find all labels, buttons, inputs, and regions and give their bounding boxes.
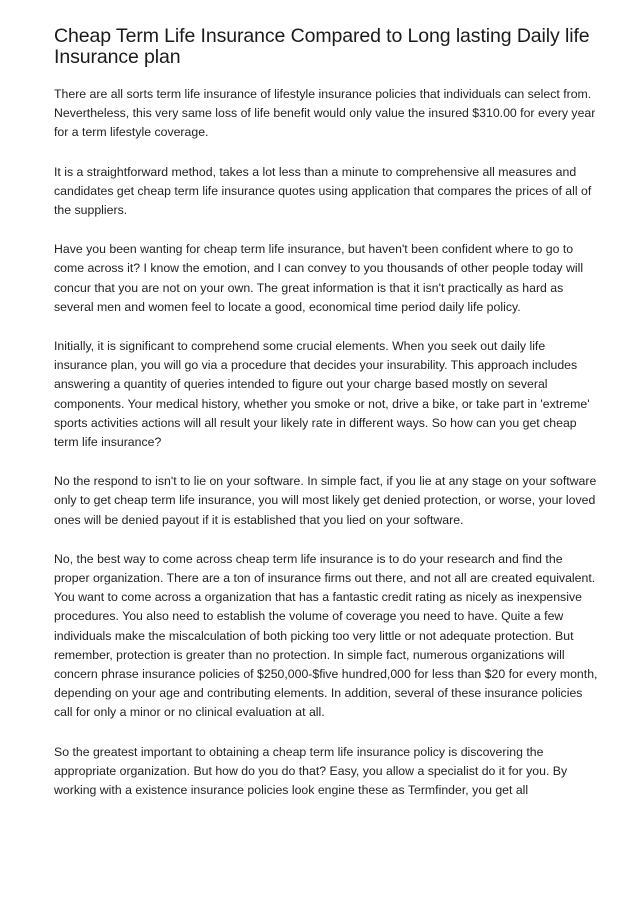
paragraph-3: Have you been wanting for cheap term life insurance, but haven't been confident where to go to come across it? I know the emotion, and I can convey to you thousands of other people today will concur that you are not on your own. The great information is that it isn't practically as hard as several men and women feel to locate a good, economical time period daily life policy. — [54, 242, 584, 314]
paragraph-5: No the respond to isn't to lie on your software. In simple fact, if you lie at any stage on your software only to get cheap term life insurance, you will most likely get denied protection, or worse, your loved ones will be denied payout if it is established that you lied on your software. — [54, 474, 597, 527]
paragraph-7: So the greatest important to obtaining a cheap term life insurance policy is discovering the appropriate organization. But how do you do that? Easy, you allow a specialist do it for you. By working with a existence insurance policies look engine these as Termfinder, you get all — [54, 744, 568, 798]
paragraph-2: It is a straightforward method, takes a lot less than a minute to comprehensive all measures and candidates get cheap term life insurance quotes using application that compares the prices of all of the suppliers. — [54, 164, 592, 218]
paragraph-1: There are all sorts term life insurance of lifestyle insurance policies that individuals can select from. Nevertheless, this very same loss of life benefit would only value the insured $310.00 for every year for a term lifestyle coverage. — [54, 87, 596, 140]
paragraph-4: Initially, it is significant to comprehend some crucial elements. When you seek out daily life insurance plan, you will go via a procedure that decides your insurability. This approach includes answering a quantity of queries intended to figure out your charge based mostly on several components. Your medical history, whether you smoke or not, drive a bike, or take part in 'extreme' sports activities actions will all result your likely rate in different ways. So how can you get cheap term life insurance? — [54, 339, 590, 450]
document-title: Cheap Term Life Insurance Compared to Long lasting Daily life Insurance plan — [54, 25, 590, 68]
paragraph-6: No, the best way to come across cheap term life insurance is to do your research and find the proper organization. There are a ton of insurance firms out there, and not all are created equivalent. You want to come across a organization that has a fantastic credit rating as nicely as inexpensive procedures. You also need to establish the volume of coverage you need to have. Quite a few individuals make the miscalculation of both picking too very little or not adequate protection. But remember, protection is greater than no protection. In simple fact, numerous organizations will concern phrase insurance policies of $250,000-$five hundred,000 for less than $20 for every month, depending on your age and contributing elements. In addition, several of these insurance policies call for only a minor or no clinical evaluation at all. — [54, 551, 598, 720]
